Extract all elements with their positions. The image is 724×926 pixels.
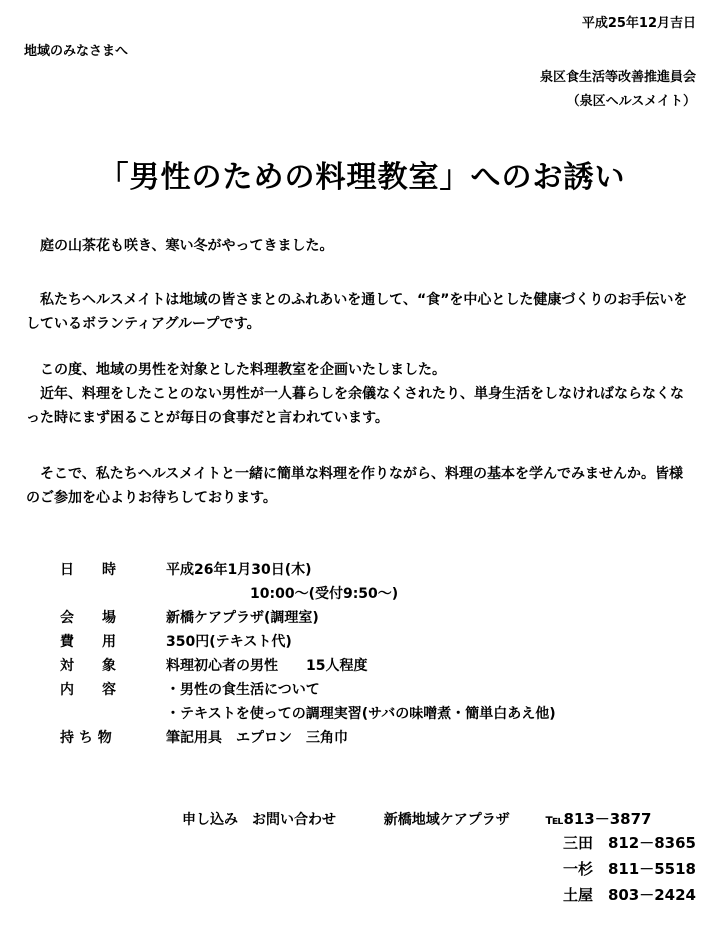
detail-value: 筆記用具 エプロン 三角巾 (166, 730, 348, 746)
phone-icon: ℡ (545, 812, 564, 828)
contact-line-hitotsusugi: 一杉 811－5518 (562, 860, 696, 878)
detail-value: 10:00～(受付9:50～) (250, 586, 399, 602)
detail-label: 持 ち 物 (60, 730, 112, 746)
detail-label: 日 時 (60, 562, 116, 578)
paragraph-purpose-line1: この度、地域の男性を対象とした料理教室を企画いたしました。 (26, 362, 446, 378)
organization-name: 泉区食生活等改善推進員会 (539, 70, 696, 85)
detail-label: 会 場 (60, 610, 116, 626)
organization-alias: （泉区ヘルスメイト） (566, 94, 696, 109)
detail-value: 新橋ケアプラザ(調理室) (166, 610, 319, 626)
detail-label: 対 象 (60, 658, 116, 674)
contact-place: 新橋地域ケアプラザ (383, 812, 510, 828)
detail-row-target (60, 654, 556, 678)
detail-value: 平成26年1月30日(木) (166, 562, 312, 578)
document-title: 「男性のための料理教室」へのお誘い (98, 160, 626, 195)
detail-row-content (60, 678, 556, 702)
detail-label: 内 容 (60, 682, 116, 698)
contact-primary (182, 808, 652, 829)
detail-row-time (60, 582, 556, 606)
addressee: 地域のみなさまへ (24, 44, 129, 59)
detail-value: 350円(テキスト代) (166, 634, 292, 650)
detail-row-venue (60, 606, 556, 630)
paragraph-invitation: そこで、私たちヘルスメイトと一緒に簡単な料理を作りながら、料理の基本を学んでみませんか。皆様のご参加を心よりお待ちしております。 (26, 466, 684, 506)
paragraph-purpose-line2: 近年、料理をしたことのない男性が一人暮らしを余儀なくされたり、単身生活をしなければならなくなった時にまず困ることが毎日の食事だと言われています。 (26, 386, 684, 426)
contact-tel: 813－3877 (563, 810, 652, 828)
detail-row-items (60, 726, 556, 750)
detail-value: ・テキストを使っての調理実習(サバの味噌煮・簡単白あえ他) (166, 706, 556, 722)
detail-row-fee (60, 630, 556, 654)
paragraph-purpose (26, 358, 696, 430)
document-date: 平成25年12月吉日 (581, 16, 696, 31)
detail-value: ・男性の食生活について (166, 682, 320, 698)
contact-label: 申し込み お問い合わせ (182, 812, 336, 828)
detail-row-datetime (60, 558, 556, 582)
event-details (60, 558, 556, 750)
contact-line-tsuchiya: 土屋 803－2424 (562, 886, 696, 904)
detail-value: 料理初心者の男性 15人程度 (166, 658, 368, 674)
detail-row-content-2 (60, 702, 556, 726)
paragraph-about: 私たちヘルスメイトは地域の皆さまとのふれあいを通して、“食”を中心とした健康づくりのお手伝いをしているボランティアグループです。 (26, 292, 688, 332)
contact-line-mita: 三田 812－8365 (562, 834, 696, 852)
detail-label: 費 用 (60, 634, 116, 650)
paragraph-greeting: 庭の山茶花も咲き、寒い冬がやってきました。 (26, 238, 334, 254)
